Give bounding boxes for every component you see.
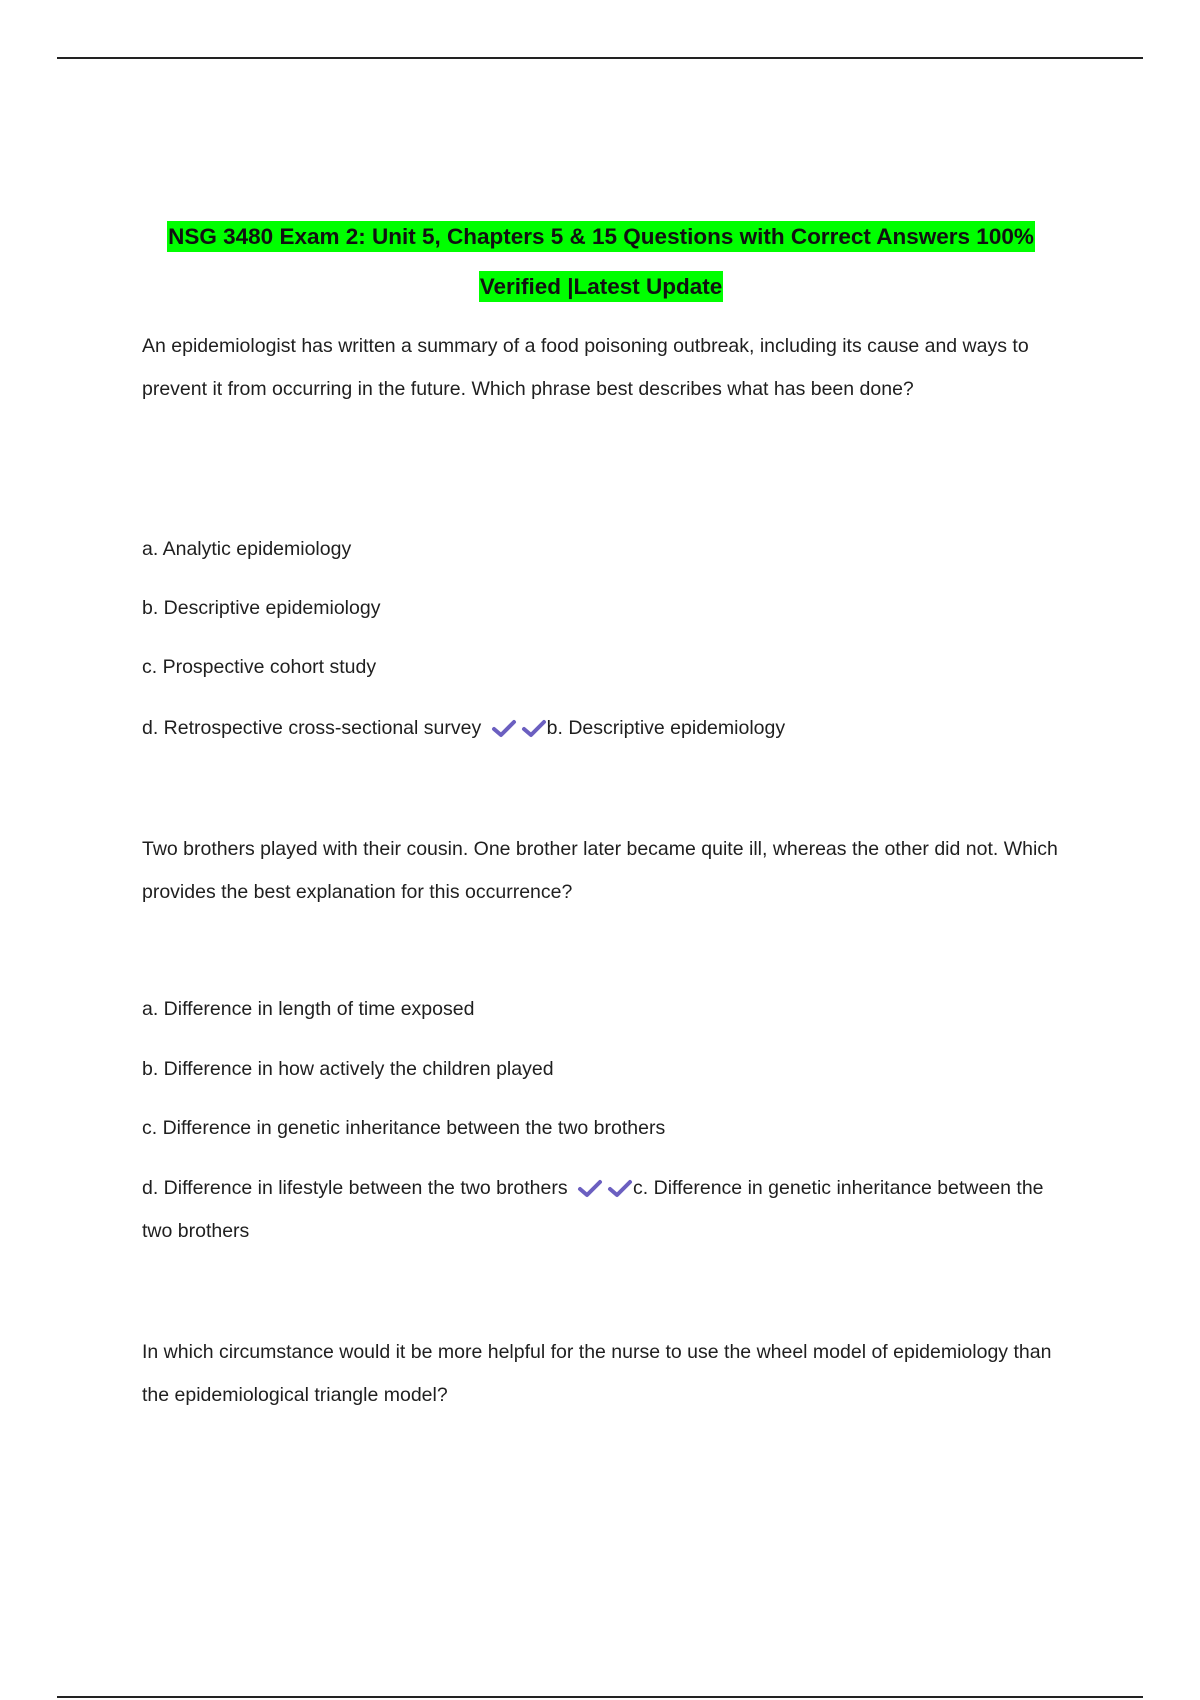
question-1-answer: b. Descriptive epidemiology: [546, 717, 786, 739]
question-1-option-d-row: [142, 707, 1062, 750]
question-1-text: An epidemiologist has written a summary of a food poisoning outbreak, including its cause and ways to prevent it from occurring in the future. Which phrase best describes what has been done?: [142, 335, 1029, 400]
checkmark-icon: [491, 718, 517, 738]
question-1-option-c: c. Prospective cohort study: [142, 656, 377, 678]
question-2-option-a: a. Difference in length of time exposed: [142, 998, 475, 1020]
question-2-option-b: b. Difference in how actively the children played: [142, 1058, 554, 1080]
question-3-text: In which circumstance would it be more helpful for the nurse to use the wheel model of epidemiology than the epidemiological triangle model?: [142, 1341, 1052, 1406]
question-2-option-c: c. Difference in genetic inheritance between the two brothers: [142, 1117, 666, 1139]
question-1-option-a: a. Analytic epidemiology: [142, 538, 352, 560]
question-2-text: Two brothers played with their cousin. One brother later became quite ill, whereas the other did not. Which provides the best explanation for this occurrence?: [142, 838, 1058, 903]
question-2-answer: c. Difference in genetic inheritance between the two brothers: [142, 1177, 1044, 1242]
question-2-option-d-row: [142, 1167, 1062, 1253]
checkmark-icon: [577, 1178, 603, 1198]
header-rule: [57, 57, 1143, 59]
question-1-option-b: b. Descriptive epidemiology: [142, 597, 381, 619]
document-title: [142, 212, 1060, 312]
question-1-option-d: d. Retrospective cross-sectional survey: [142, 717, 482, 739]
title-line-2: Verified |Latest Update: [479, 271, 724, 302]
question-2-option-d: d. Difference in lifestyle between the two brothers: [142, 1177, 568, 1199]
footer-rule: [57, 1696, 1143, 1698]
checkmark-icon: [521, 718, 547, 738]
checkmark-icon: [607, 1178, 633, 1198]
title-line-1: NSG 3480 Exam 2: Unit 5, Chapters 5 & 15 Questions with Correct Answers 100%: [167, 221, 1035, 252]
